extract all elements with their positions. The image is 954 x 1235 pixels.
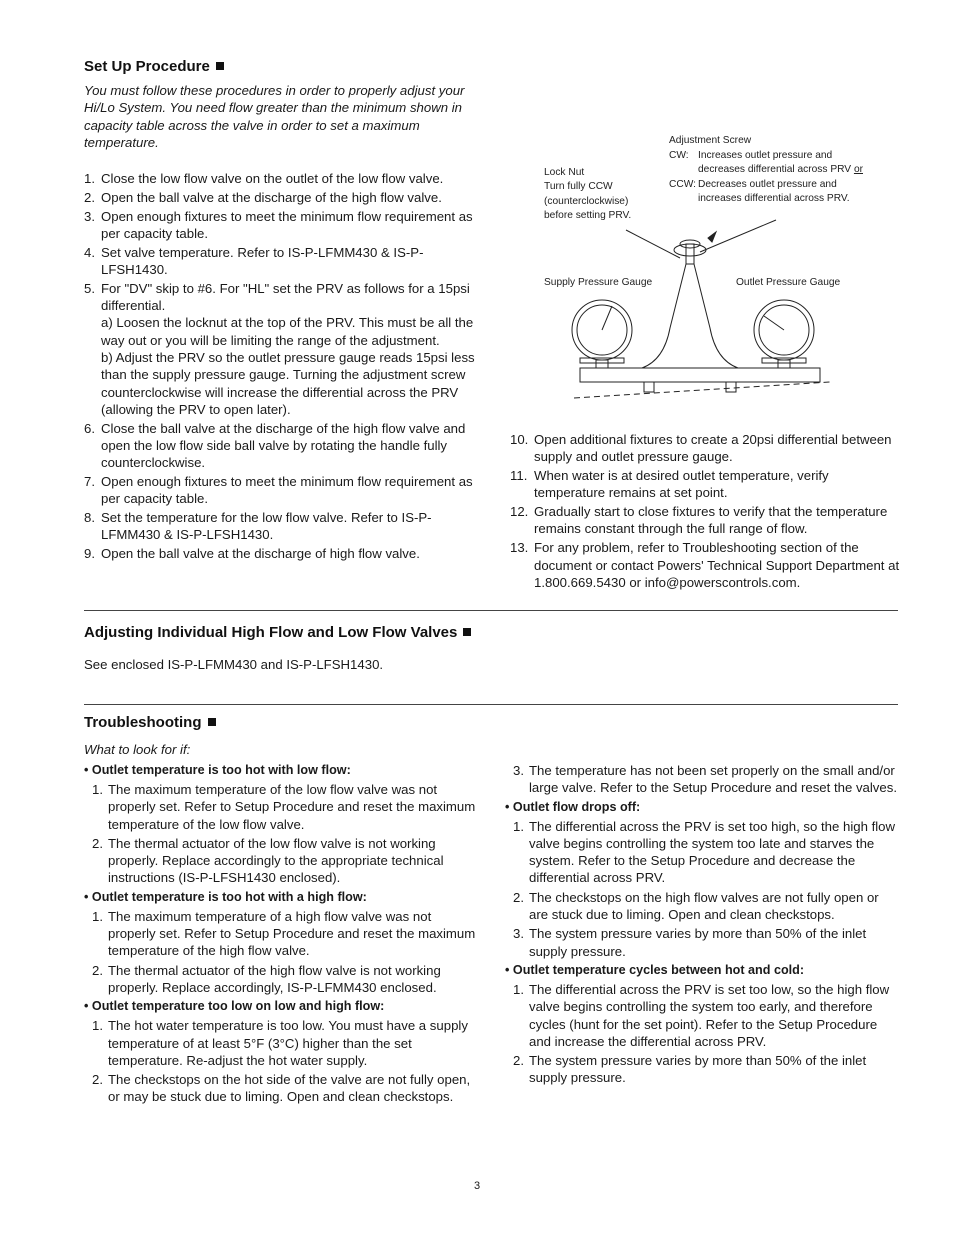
supply-gauge-label: Supply Pressure Gauge: [544, 277, 653, 288]
square-bullet-icon: [208, 718, 216, 726]
setup-steps-right: [510, 431, 900, 593]
list-item: 1. The maximum temperature of a high flow valve was not properly set. Refer to Setup Procedure and reset the maximum temperature of the high flow valve.: [92, 908, 476, 959]
square-bullet-icon: [463, 628, 471, 636]
list-item: 2. The thermal actuator of the high flow valve is not working properly. Replace accordingly, IS-P-LFMM430 enclosed.: [92, 962, 441, 995]
supply-gauge-needle: [602, 306, 612, 330]
setup-intro: You must follow these procedures in order to properly adjust your Hi/Lo System. You need flow greater than the minimum shown in capacity table across the valve in order to set a maximum temperature.: [84, 83, 465, 150]
symptom-heading: • Outlet temperature is too hot with low flow:: [84, 763, 351, 777]
symptom-heading: • Outlet temperature is too hot with a high flow:: [84, 889, 367, 904]
prv-stem: [686, 244, 694, 264]
list-item: 12. Gradually start to close fixtures to verify that the temperature remains constant through the full range of flow.: [510, 504, 888, 537]
cw-description: CW: Increases outlet pressure and decreases differential across PRV or CCW: Decreases outlet pressure and increases differential across PRV.: [669, 150, 863, 205]
list-item: 1. The maximum temperature of the low flow valve was not properly set. Refer to Setup Procedure and reset the maximum temperature of the low flow valve.: [92, 782, 476, 832]
troubleshooting-heading: [84, 714, 216, 731]
setup-heading: [84, 58, 224, 75]
adjusting-text: See enclosed IS-P-LFMM430 and IS-P-LFSH1430.: [84, 657, 384, 672]
adjusting-title: Adjusting Individual High Flow and Low Flow Valves: [84, 624, 458, 641]
lock-nut-shape: [674, 244, 706, 256]
prv-body: [642, 264, 738, 368]
list-item: 1. Close the low flow valve on the outlet of the low flow valve.: [84, 171, 444, 186]
list-item: 3. Open enough fixtures to meet the minimum flow requirement as per capacity table.: [84, 208, 473, 241]
outlet-gauge-needle: [764, 316, 784, 330]
section-divider: [84, 704, 898, 705]
list-item: 2. The system pressure varies by more than 50% of the inlet supply pressure.: [513, 1053, 867, 1086]
symptom-heading: • Outlet flow drops off:: [505, 799, 641, 814]
adjustment-screw-label: Adjustment Screw: [669, 135, 752, 146]
prv-diagram: [540, 210, 860, 410]
list-item: 2. The checkstops on the high flow valves are not fully open or are stuck due to liming. Open and clean checkstops.: [513, 889, 879, 923]
list-item: 2. Open the ball valve at the discharge of the high flow valve.: [84, 189, 442, 205]
page-number: 3: [473, 1180, 481, 1192]
list-item: 9. Open the ball valve at the discharge of high flow valve.: [84, 546, 420, 562]
list-item: 11. When water is at desired outlet temperature, verify temperature remains at set point.: [510, 468, 829, 501]
step-5a: a) Loosen the locknut at the top of the PRV. This must be all the way out or you will be limiting the range of the adjustment.: [101, 315, 474, 348]
troubleshooting-right-column: [505, 762, 900, 1089]
square-bullet-icon: [216, 62, 224, 70]
list-item: 6. Close the ball valve at the discharge of the high flow valve and open the low flow side ball valve by rotating the handle fully counterclockwise.: [84, 420, 466, 471]
symptom-heading: • Outlet temperature cycles between hot and cold:: [505, 962, 805, 977]
pipe-base: [580, 368, 820, 382]
setup-title: Set Up Procedure: [84, 58, 210, 75]
lock-nut-leader: [626, 230, 680, 258]
troubleshooting-intro: What to look for if:: [84, 742, 191, 757]
step-5b: b) Adjust the PRV so the outlet pressure gauge reads 15psi less than the supply pressure gauge. Turning the adjustment screw counterclockwise will increase the differential across the PRV (allowing the PRV to open later).: [101, 349, 475, 417]
list-item: 5. For "DV" skip to #6. For "HL" set the PRV as follows for a 15psi differential. a) Loosen the locknut at the top of the PRV. This must be all the way out or you will be limiting the range of the adjustment. b) Adjust the PRV so the outlet pressure gauge reads 15psi less than the supply pressure gauge. Turning the adjustment screw counterclockwise will increase the differential across the PRV (allowing the PRV to open later).: [84, 280, 475, 417]
rotation-arrow-icon: [708, 232, 716, 242]
list-item: 1. The differential across the PRV is set too low, so the high flow valve begins controlling the system too early, and therefore cycles (hunt for the set point). Refer to the Setup Procedure and increase the differential across PRV.: [513, 981, 890, 1049]
setup-steps-left: [84, 170, 476, 564]
list-item: 4. Set valve temperature. Refer to IS-P-LFMM430 & IS-P-LFSH1430.: [84, 244, 424, 277]
symptom-heading: • Outlet temperature too low on low and high flow:: [84, 999, 385, 1014]
list-item: 1. The hot water temperature is too low. You must have a supply temperature of at least 5°F (3°C) higher than the set temperature. Re-adjust the hot water supply.: [92, 1018, 468, 1068]
list-item: 3. The temperature has not been set properly on the small and/or large valve. Refer to the Setup Procedure and reset the valves.: [513, 763, 897, 796]
list-item: 10. Open additional fixtures to create a 20psi differential between supply and outlet pressure gauge.: [510, 432, 892, 465]
list-item: 8. Set the temperature for the low flow valve. Refer to IS-P-LFMM430 & IS-P-LFSH1430.: [84, 510, 432, 543]
list-item: 2. The thermal actuator of the low flow valve is not working properly. Replace accordingly to the appropriate technical instructions (IS-P-LFSH1430 enclosed).: [92, 835, 444, 886]
outlet-gauge-label: Outlet Pressure Gauge: [736, 277, 841, 288]
dashed-outline: [574, 382, 830, 398]
adjusting-heading: [84, 624, 471, 641]
list-item: 3. The system pressure varies by more than 50% of the inlet supply pressure.: [513, 926, 867, 959]
list-item: 7. Open enough fixtures to meet the minimum flow requirement as per capacity table.: [84, 474, 473, 507]
section-divider: [84, 610, 898, 611]
lock-nut-label: Lock Nut Turn fully CCW (counterclockwise) before setting PRV.: [544, 167, 632, 222]
list-item: 2. The checkstops on the hot side of the valve are not fully open, or may be stuck due to liming. Open and clean checkstops.: [92, 1072, 471, 1105]
troubleshooting-left-column: [84, 760, 476, 1108]
troubleshooting-title: Troubleshooting: [84, 714, 202, 731]
list-item: 1. The differential across the PRV is set too high, so the high flow valve begins controlling the system too late and starves the system. Refer to the Setup Procedure and decrease the differential across PRV.: [513, 818, 896, 886]
list-item: 13. For any problem, refer to Troubleshooting section of the document or contact Powers' Technical Support Department at 1.800.669.5430 or info@powerscontrols.com.: [510, 540, 900, 590]
